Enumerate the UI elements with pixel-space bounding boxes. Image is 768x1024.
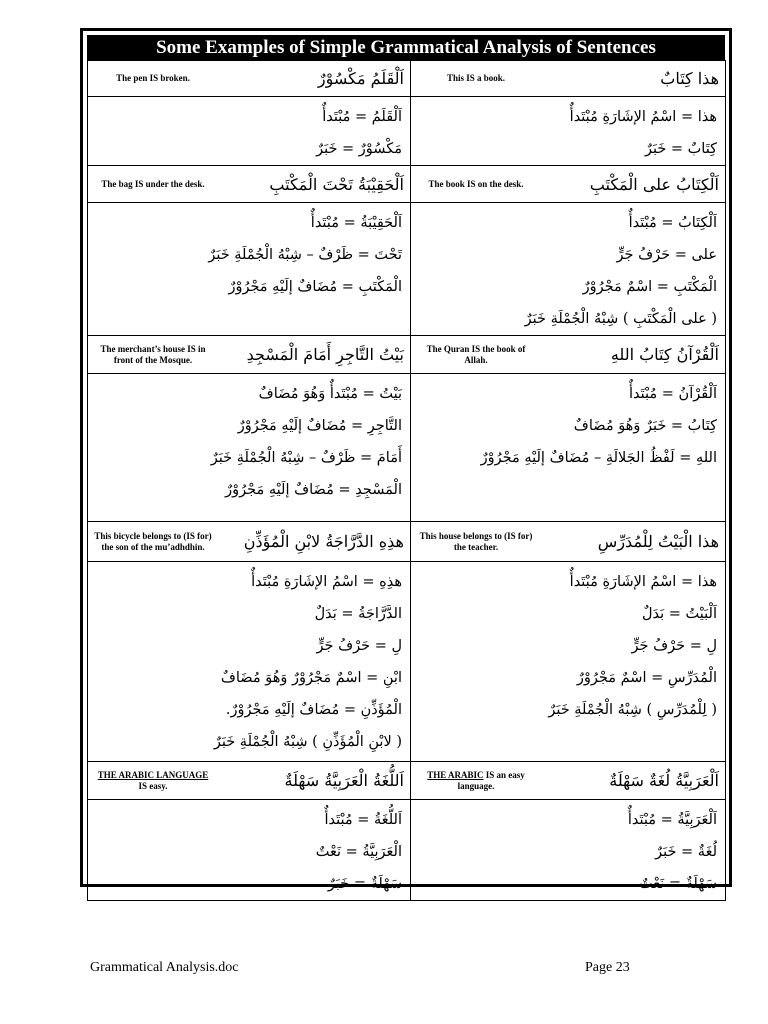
analysis-cell bbox=[88, 562, 411, 762]
analysis-cell bbox=[411, 800, 726, 901]
english-predicate: IS easy. bbox=[138, 780, 168, 791]
analysis-line: هذِهِ = اسْمُ الإشَارَةِ مُبْتَدأٌ bbox=[251, 574, 402, 590]
analysis-line: اَلْبَيْتُ = بَدَلٌ bbox=[642, 606, 717, 622]
analysis-line: اَلْقُرْآنُ = مُبْتَدأٌ bbox=[629, 386, 717, 402]
english-predicate: IS an easy language. bbox=[457, 769, 525, 791]
english-sentence: The pen IS broken. bbox=[116, 73, 190, 83]
sentence-cell bbox=[411, 166, 726, 203]
arabic-sentence: اَلْقَلَمُ مَكْسُوْرٌ bbox=[317, 69, 404, 88]
analysis-line: أَمَامَ = ظَرْفٌ – شِبْهُ الْجُمْلَةِ خَبَرٌ bbox=[210, 450, 402, 466]
english-sentence: This IS a book. bbox=[446, 73, 506, 83]
english-sentence: This bicycle belongs to (IS for) the son of the mu’adhdhin. bbox=[94, 530, 212, 552]
analysis-line: الدَّرَّاجَةُ = بَدَلٌ bbox=[314, 606, 402, 622]
analysis-line: سَهْلَةٌ = نَعْتٌ bbox=[638, 876, 717, 892]
analysis-line: اللهِ = لَفْظُ الجَلالَةِ – مُضَافٌ إلَيْهِ مَجْرُوْرٌ bbox=[480, 450, 717, 466]
arabic-sentence: هذا الْبَيْتُ لِلْمُدَرِّسِ bbox=[597, 532, 719, 551]
analysis-cell bbox=[411, 374, 726, 522]
analysis-line: اَلْحَقِيْبَةُ = مُبْتَدأٌ bbox=[310, 215, 402, 231]
analysis-line: الْمُدَرِّسِ = اسْمٌ مَجْرُوْرٌ bbox=[576, 670, 717, 686]
sentence-cell bbox=[411, 762, 726, 800]
arabic-sentence: بَيْتُ التَّاجِرِ أَمَامَ الْمَسْجِدِ bbox=[246, 345, 404, 364]
analysis-line: لِ = حَرْفُ جَرٍّ bbox=[631, 638, 717, 654]
analysis-line: ( لابْنِ الْمُؤَذِّنِ ) شِبْهُ الْجُمْلَةِ خَبَرٌ bbox=[213, 734, 402, 750]
analysis-cell bbox=[88, 203, 411, 336]
analysis-line: اَلْكِتَابُ = مُبْتَدأٌ bbox=[628, 215, 717, 231]
analysis-line: مَكْسُوْرٌ = خَبَرٌ bbox=[316, 141, 402, 157]
english-sentence: The book IS on the desk. bbox=[428, 178, 524, 189]
arabic-sentence: اَلْعَرَبِيَّةُ لُغَةٌ سَهْلَةٌ bbox=[609, 771, 719, 790]
analysis-line: تَحْتَ = ظَرْفٌ – شِبْهُ الْجُمْلَةِ خَبَرٌ bbox=[208, 247, 402, 263]
analysis-line: الْمَسْجِدِ = مُضَافٌ إلَيْهِ مَجْرُوْرٌ bbox=[225, 482, 402, 498]
analysis-cell bbox=[88, 374, 411, 522]
english-sentence bbox=[417, 770, 535, 792]
analysis-line: كِتَابٌ = خَبَرٌ bbox=[644, 141, 717, 157]
analysis-table bbox=[87, 60, 726, 901]
analysis-line: بَيْتُ = مُبْتَدأٌ وَهُوَ مُضَافٌ bbox=[258, 386, 402, 402]
sentence-cell bbox=[411, 336, 726, 374]
analysis-line: الْمَكْتَبِ = مُضَافٌ إلَيْهِ مَجْرُوْرٌ bbox=[228, 279, 402, 295]
analysis-cell bbox=[411, 97, 726, 166]
english-sentence bbox=[94, 770, 212, 792]
arabic-sentence: اَلْحَقِيْبَةُ تَحْتَ الْمَكْتَبِ bbox=[269, 174, 404, 194]
arabic-sentence: اَللُّغَةُ الْعَرَبِيَّةُ سَهْلَةٌ bbox=[284, 771, 404, 790]
analysis-line: على = حَرْفُ جَرٍّ bbox=[616, 247, 717, 263]
sentence-cell bbox=[88, 336, 411, 374]
analysis-line: الْمُؤَذِّنِ = مُضَافٌ إلَيْهِ مَجْرُوْرٌ. bbox=[225, 702, 402, 718]
english-sentence: This house belongs to (IS for) the teacher. bbox=[419, 530, 533, 552]
analysis-line: اَلْعَرَبِيَّةُ = مُبْتَدأٌ bbox=[627, 812, 717, 828]
document-frame bbox=[80, 28, 732, 892]
footer-page-number: Page 23 bbox=[585, 960, 630, 975]
analysis-line: اَلْقَلَمُ = مُبْتَدأٌ bbox=[322, 109, 402, 125]
analysis-line: سَهْلَةٌ = خَبَرٌ bbox=[327, 876, 402, 892]
sentence-cell bbox=[88, 522, 411, 562]
analysis-line: ابْنِ = اسْمٌ مَجْرُوْرٌ وَهُوَ مُضَافٌ bbox=[220, 670, 402, 686]
sentence-cell bbox=[411, 61, 726, 97]
page-title: Some Examples of Simple Grammatical Analysis of Sentences bbox=[87, 35, 725, 60]
arabic-sentence: هذا كِتَابٌ bbox=[660, 69, 719, 88]
analysis-cell bbox=[88, 800, 411, 901]
english-subject: THE ARABIC LANGUAGE bbox=[97, 769, 209, 780]
english-sentence: The merchant’s house IS in front of the Mosque. bbox=[100, 343, 206, 365]
arabic-sentence: هذِهِ الدَّرَّاجَةُ لابْنِ الْمُؤَذِّنِ bbox=[243, 532, 404, 551]
analysis-line: لُغَةٌ = خَبَرٌ bbox=[655, 844, 717, 860]
analysis-line: ( على الْمَكْتَبِ ) شِبْهُ الْجُمْلَةِ خَبَرٌ bbox=[524, 311, 717, 327]
arabic-sentence: اَلْقُرْآنُ كِتَابُ اللهِ bbox=[610, 345, 719, 364]
analysis-cell bbox=[88, 97, 411, 166]
sentence-cell bbox=[88, 166, 411, 203]
english-sentence: The Quran IS the book of Allah. bbox=[426, 343, 526, 365]
analysis-line: التَّاجِرِ = مُضَافٌ إلَيْهِ مَجْرُوْرٌ bbox=[237, 418, 402, 434]
english-subject: THE ARABIC bbox=[427, 769, 484, 780]
analysis-line: الْمَكْتَبِ = اسْمٌ مَجْرُوْرٌ bbox=[582, 279, 717, 295]
analysis-line: لِ = حَرْفُ جَرٍّ bbox=[316, 638, 402, 654]
analysis-cell bbox=[411, 203, 726, 336]
sentence-cell bbox=[411, 522, 726, 562]
footer-filename: Grammatical Analysis.doc bbox=[90, 960, 239, 975]
sentence-cell bbox=[88, 61, 411, 97]
analysis-line: الْعَرَبِيَّةُ = نَعْتٌ bbox=[315, 844, 402, 860]
sentence-cell bbox=[88, 762, 411, 800]
analysis-line: ( لِلْمُدَرِّسِ ) شِبْهُ الْجُمْلَةِ خَبَرٌ bbox=[548, 702, 717, 718]
analysis-line: هذا = اسْمُ الإشَارَةِ مُبْتَدأٌ bbox=[569, 574, 717, 590]
analysis-cell bbox=[411, 562, 726, 762]
analysis-line: اَللُّغَةُ = مُبْتَدأٌ bbox=[324, 812, 402, 828]
english-sentence: The bag IS under the desk. bbox=[101, 178, 205, 189]
analysis-line: كِتَابُ = خَبَرٌ وَهُوَ مُضَافٌ bbox=[573, 418, 717, 434]
arabic-sentence: اَلْكِتَابُ على الْمَكْتَبِ bbox=[589, 174, 719, 194]
analysis-line: هذا = اسْمُ الإشَارَةِ مُبْتَدأٌ bbox=[569, 109, 717, 125]
